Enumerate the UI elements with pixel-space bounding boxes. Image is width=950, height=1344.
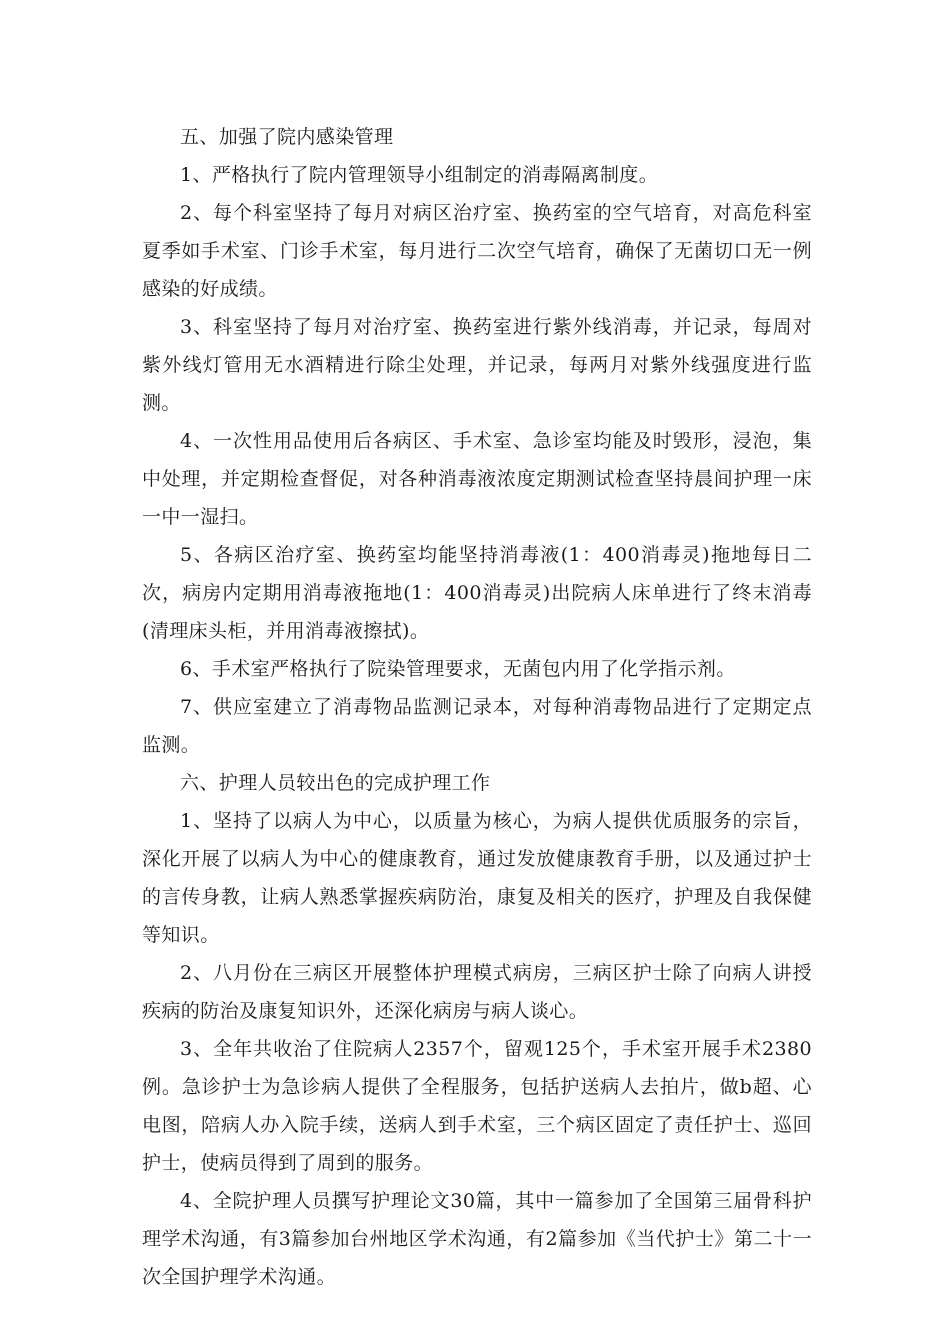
paragraph-item: 1、严格执行了院内管理领导小组制定的消毒隔离制度。 [180, 164, 659, 186]
paragraph-item: 1、坚持了以病人为中心，以质量为核心，为病人提供优质服务的宗旨，深化开展了以病人为中心的健康教育，通过发放健康教育手册，以及通过护士的言传身教，让病人熟悉掌握疾病防治，康复及相关的医疗，护理及自我保健等知识。 [142, 810, 812, 946]
paragraph-item: 7、供应室建立了消毒物品监测记录本，对每种消毒物品进行了定期定点监测。 [142, 696, 812, 756]
paragraph-item: 3、科室坚持了每月对治疗室、换药室进行紫外线消毒，并记录，每周对紫外线灯管用无水酒精进行除尘处理，并记录，每两月对紫外线强度进行监测。 [142, 316, 812, 414]
paragraph-item: 3、全年共收治了住院病人2357个，留观125个，手术室开展手术2380例。急诊护士为急诊病人提供了全程服务，包括护送病人去拍片，做b超、心电图，陪病人办入院手续，送病人到手术室，三个病区固定了责任护士、巡回护士，使病员得到了周到的服务。 [142, 1038, 812, 1174]
paragraph-item: 2、每个科室坚持了每月对病区治疗室、换药室的空气培育，对高危科室夏季如手术室、门诊手术室，每月进行二次空气培育，确保了无菌切口无一例感染的好成绩。 [142, 202, 812, 300]
document-body [142, 118, 812, 1296]
section-heading-infection-control: 五、加强了院内感染管理 [180, 126, 394, 148]
paragraph-item: 4、一次性用品使用后各病区、手术室、急诊室均能及时毁形，浸泡，集中处理，并定期检查督促，对各种消毒液浓度定期测试检查坚持晨间护理一床一中一湿扫。 [142, 430, 812, 528]
paragraph-item: 4、全院护理人员撰写护理论文30篇，其中一篇参加了全国第三届骨科护理学术沟通，有3篇参加台州地区学术沟通，有2篇参加《当代护士》第二十一次全国护理学术沟通。 [142, 1190, 812, 1288]
paragraph-item: 2、八月份在三病区开展整体护理模式病房，三病区护士除了向病人讲授疾病的防治及康复知识外，还深化病房与病人谈心。 [142, 962, 812, 1022]
paragraph-item: 6、手术室严格执行了院染管理要求，无菌包内用了化学指示剂。 [180, 658, 736, 680]
section-heading-nursing-work: 六、护理人员较出色的完成护理工作 [180, 772, 491, 794]
paragraph-item: 5、各病区治疗室、换药室均能坚持消毒液(1：400消毒灵)拖地每日二次，病房内定期用消毒液拖地(1：400消毒灵)出院病人床单进行了终末消毒(清理床头柜，并用消毒液擦拭)。 [142, 544, 812, 642]
